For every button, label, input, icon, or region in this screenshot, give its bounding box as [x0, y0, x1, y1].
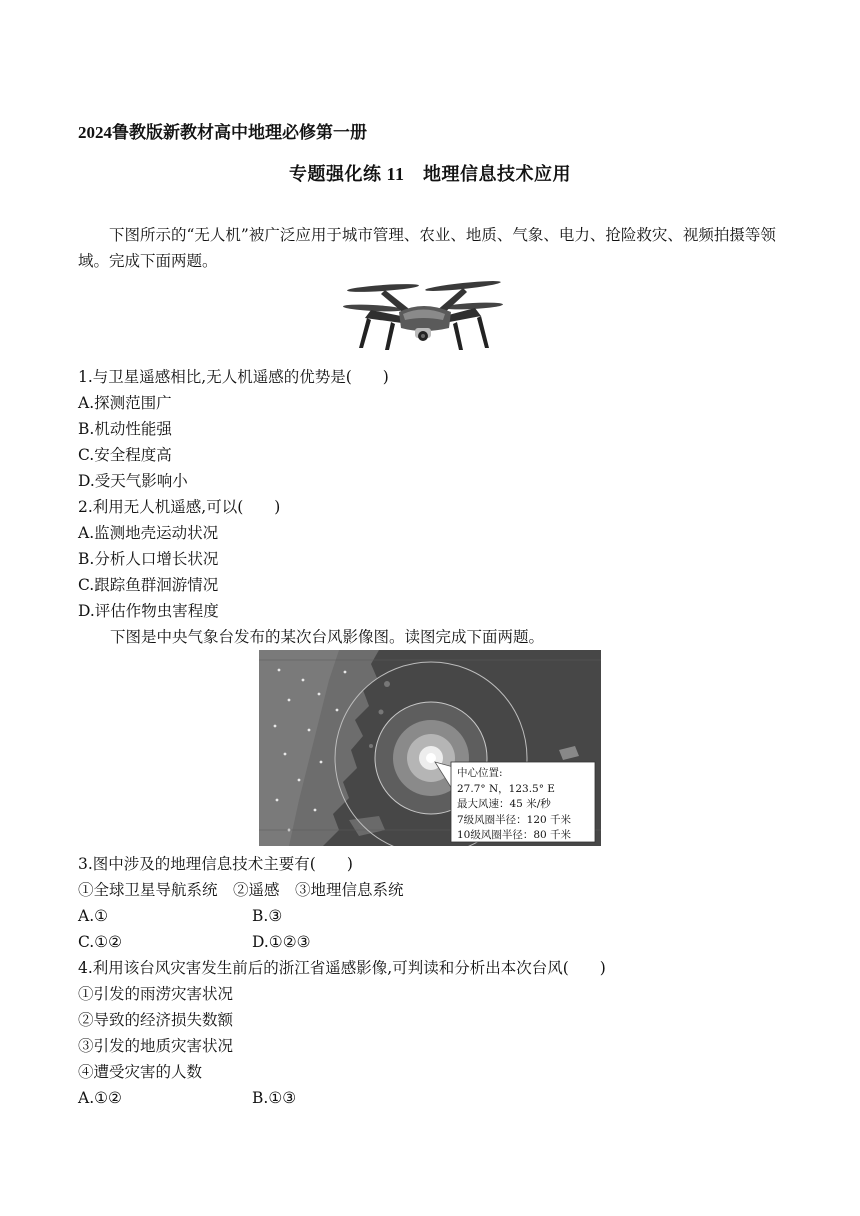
typhoon-max-wind: 最大风速：45 米/秒	[457, 798, 551, 810]
question-2-stem: 2.利用无人机遥感,可以( )	[78, 498, 281, 516]
question-2-option-c: C.跟踪鱼群洄游情况	[78, 576, 219, 594]
drone-image	[341, 278, 505, 358]
question-3-items: ①全球卫星导航系统 ②遥感 ③地理信息系统	[78, 881, 404, 899]
intro-paragraph-1: 下图所示的“无人机”被广泛应用于城市管理、农业、地质、气象、电力、抢险救灾、视频拍摄等领域。完成下面两题。	[78, 226, 776, 270]
question-1-option-b: B.机动性能强	[78, 420, 172, 438]
question-4-item-2: ②导致的经济损失数额	[78, 1011, 234, 1029]
question-2-option-d: D.评估作物虫害程度	[78, 602, 219, 620]
question-1-option-d: D.受天气影响小	[78, 472, 188, 490]
question-4-stem: 4.利用该台风灾害发生前后的浙江省遥感影像,可判读和分析出本次台风( )	[78, 959, 606, 977]
question-2-option-b: B.分析人口增长状况	[78, 550, 219, 568]
question-4-item-4: ④遭受灾害的人数	[78, 1063, 203, 1081]
question-3-option-c: C.①②	[78, 933, 123, 951]
section-title: 专题强化练 11 地理信息技术应用	[288, 164, 571, 184]
question-1-option-c: C.安全程度高	[78, 446, 172, 464]
question-3-option-a: A.①	[78, 907, 109, 925]
question-4-option-b: B.①③	[252, 1089, 297, 1107]
typhoon-level10-radius: 10级风圈半径：80 千米	[457, 829, 572, 841]
typhoon-level7-radius: 7级风圈半径：120 千米	[457, 813, 572, 826]
question-4-option-a: A.①②	[78, 1089, 122, 1107]
document-title: 2024鲁教版新教材高中地理必修第一册	[78, 123, 367, 142]
question-1-stem: 1.与卫星遥感相比,无人机遥感的优势是( )	[78, 368, 389, 386]
question-4-item-1: ①引发的雨涝灾害状况	[78, 985, 234, 1003]
question-4-item-3: ③引发的地质灾害状况	[78, 1037, 234, 1055]
question-2-option-a: A.监测地壳运动状况	[78, 524, 219, 542]
intro-paragraph-2: 下图是中央气象台发布的某次台风影像图。读图完成下面两题。	[110, 628, 545, 646]
question-3-option-b: B.③	[252, 907, 283, 925]
question-1-option-a: A.探测范围广	[78, 394, 172, 412]
typhoon-satellite-map	[259, 650, 601, 846]
typhoon-center-coords: 27.7° N，123.5° E	[457, 782, 555, 795]
question-3-stem: 3.图中涉及的地理信息技术主要有( )	[78, 855, 353, 873]
question-3-option-d: D.①②③	[252, 933, 311, 951]
typhoon-center-label: 中心位置:	[457, 767, 503, 779]
typhoon-info-box	[457, 766, 571, 844]
